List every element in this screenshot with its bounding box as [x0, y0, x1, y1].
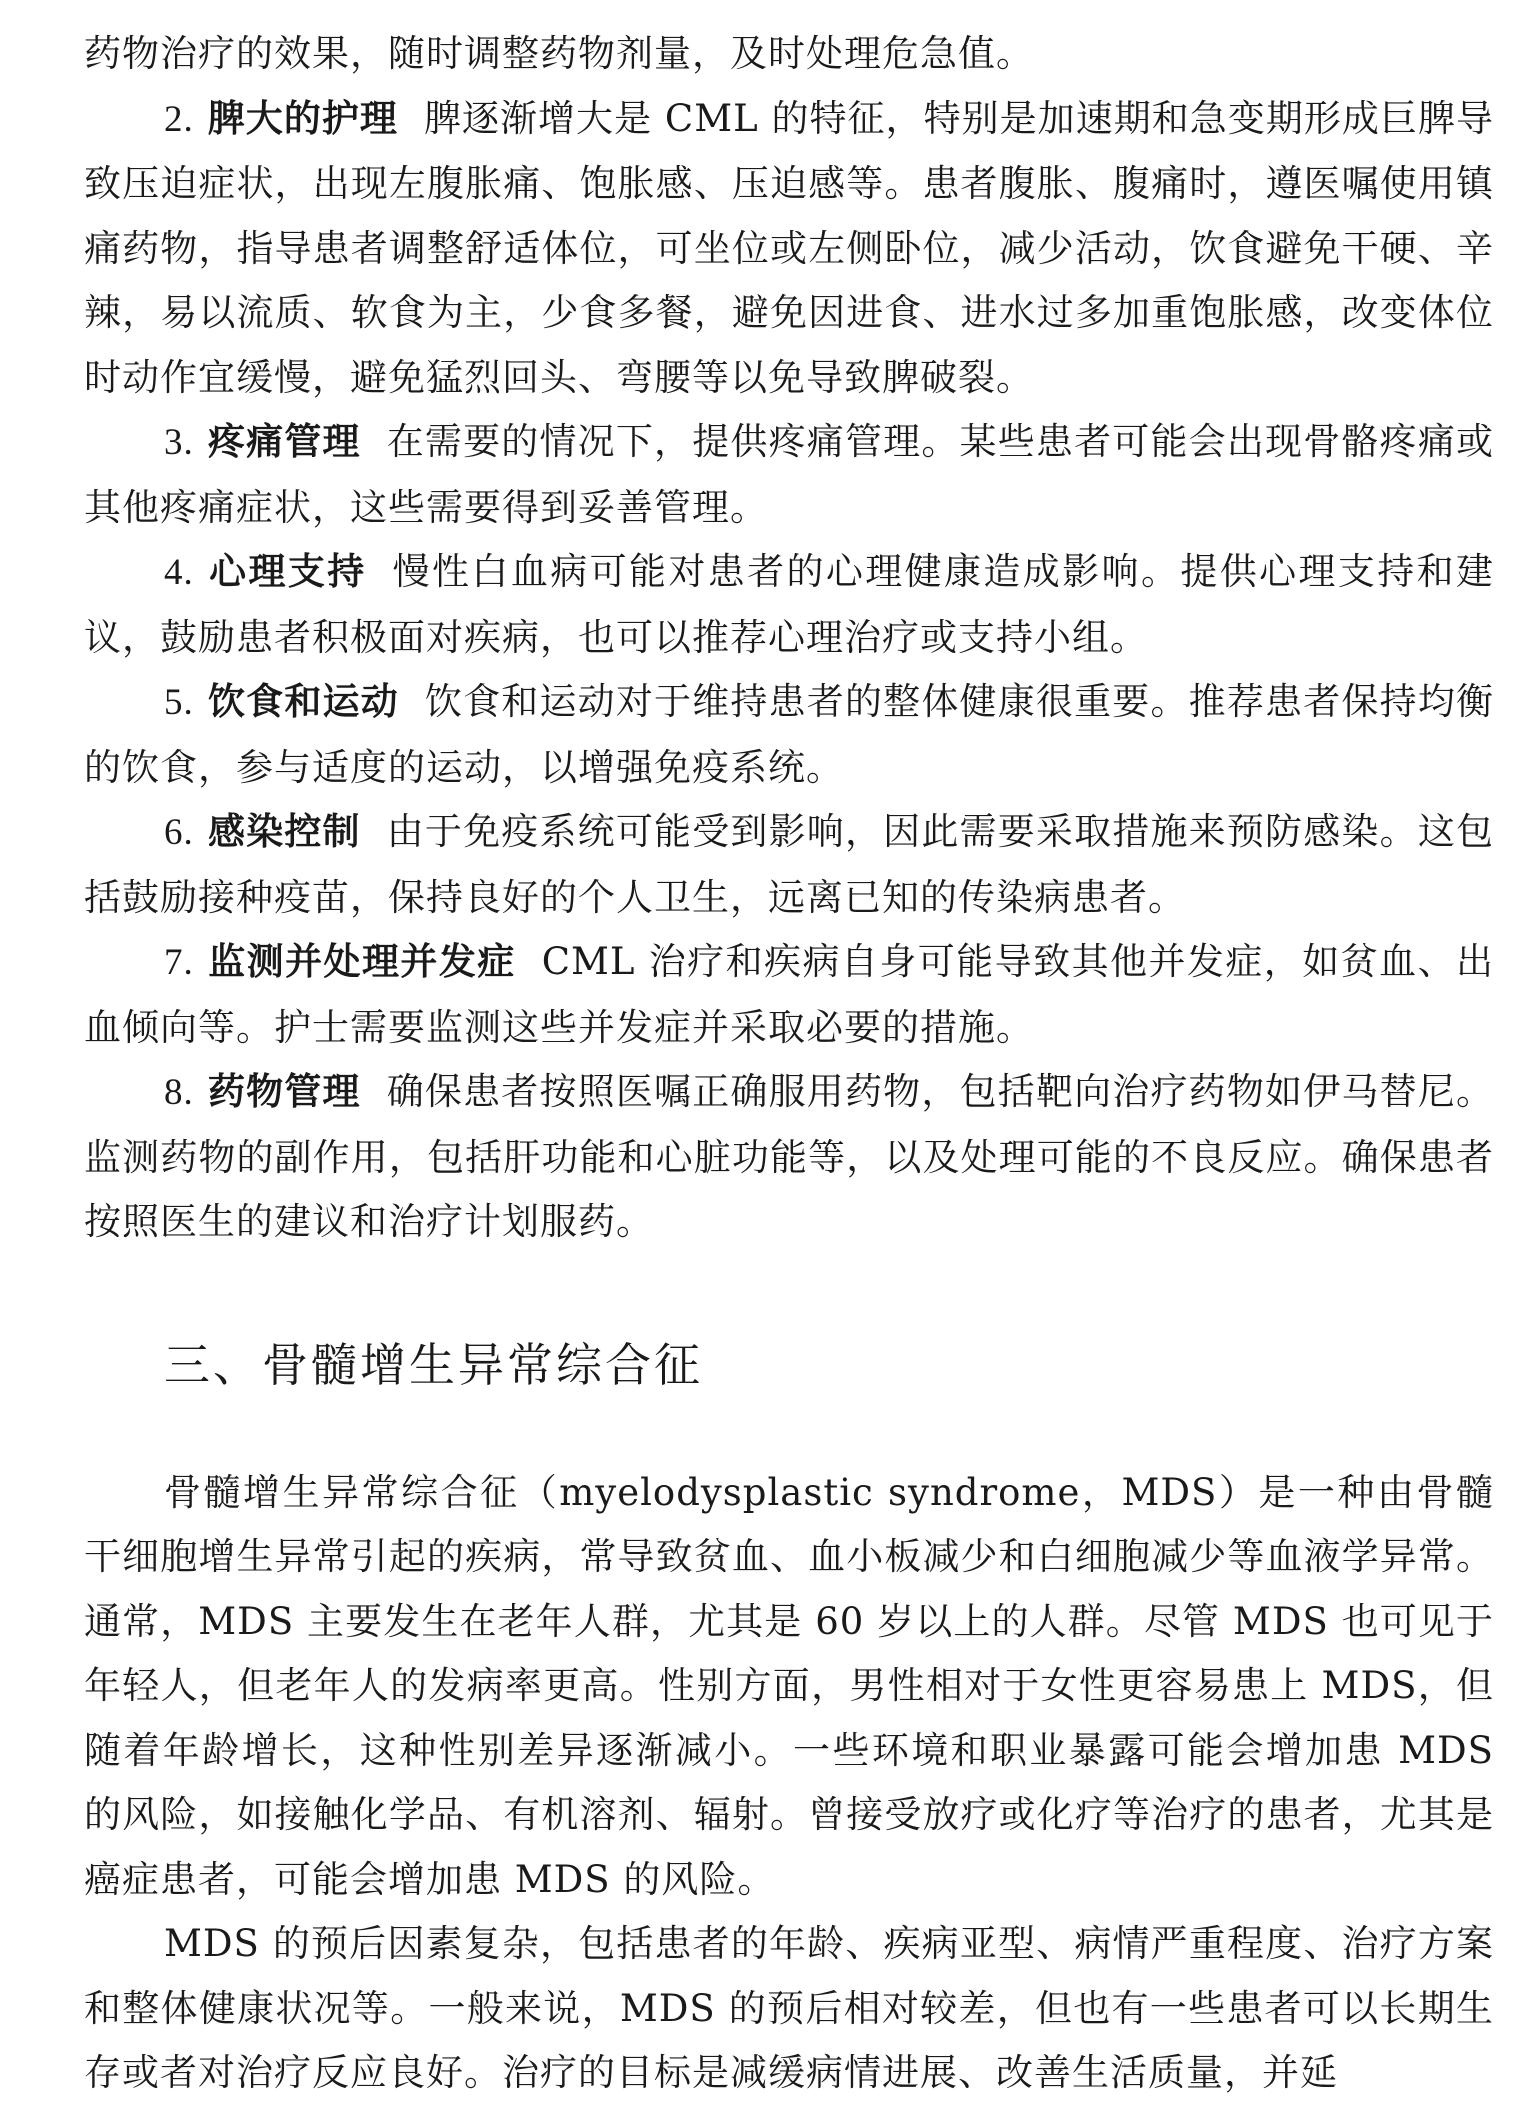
item-title: 饮食和运动	[207, 680, 399, 723]
item-number: 4.	[164, 552, 194, 593]
list-item-infection-control	[84, 800, 1494, 930]
item-title: 脾大的护理	[207, 96, 398, 140]
item-number: 2.	[164, 98, 194, 140]
list-item-medication-management	[84, 1060, 1494, 1255]
item-title: 心理支持	[207, 550, 367, 593]
item-text: 由于免疫系统可能受到影响，因此需要采取措施来预防感染。这包括鼓励接种疫苗，保持良好的个人卫生，远离已知的传染病患者。	[84, 810, 1495, 919]
section-spacer	[84, 1255, 1494, 1335]
item-number: 6.	[164, 812, 194, 853]
paragraph-continuation: 药物治疗的效果，随时调整药物剂量，及时处理危急值。	[84, 32, 1034, 75]
nursing-list	[84, 87, 1494, 1255]
paragraph-mds-intro: 骨髓增生异常综合征（myelodysplastic syndrome，MDS）是一种由骨髓干细胞增生异常引起的疾病，常导致贫血、血小板减少和白细胞减少等血液学异常。通常，MDS 主要发生在老年人群，尤其是 60 岁以上的人群。尽管 MDS 也可见于年轻人，但老年人的发病率更高。性别方面，男性相对于女性更容易患上 MDS，但随着年龄增长，这种性别差异逐渐减小。一些环境和职业暴露可能会增加患 MDS 的风险，如接触化学品、有机溶剂、辐射。曾接受放疗或化疗等治疗的患者，尤其是癌症患者，可能会增加患 MDS 的风险。	[84, 1470, 1494, 1901]
list-item-psychological-support	[84, 540, 1494, 670]
item-number: 8.	[164, 1072, 194, 1113]
item-number: 5.	[164, 682, 194, 723]
item-number: 3.	[164, 422, 194, 463]
list-item-diet-exercise	[84, 670, 1494, 800]
section-spacer	[84, 1395, 1494, 1461]
list-item-complications	[84, 930, 1494, 1060]
item-text: CML 治疗和疾病自身可能导致其他并发症，如贫血、出血倾向等。护士需要监测这些并发症并采取必要的措施。	[84, 940, 1494, 1049]
item-text: 确保患者按照医嘱正确服用药物，包括靶向治疗药物如伊马替尼。监测药物的副作用，包括肝功能和心脏功能等，以及处理可能的不良反应。确保患者按照医生的建议和治疗计划服药。	[84, 1070, 1495, 1243]
list-item-pain-management	[84, 410, 1494, 540]
item-title: 药物管理	[207, 1070, 361, 1113]
item-text: 饮食和运动对于维持患者的整体健康很重要。推荐患者保持均衡的饮食，参与适度的运动，以增强免疫系统。	[84, 680, 1495, 789]
item-title: 监测并处理并发症	[207, 940, 516, 983]
item-text: 脾逐渐增大是 CML 的特征，特别是加速期和急变期形成巨脾导致压迫症状，出现左腹胀痛、饱胀感、压迫感等。患者腹胀、腹痛时，遵医嘱使用镇痛药物，指导患者调整舒适体位，可坐位或左侧卧位，减少活动，饮食避免干硬、辛辣，易以流质、软食为主，少食多餐，避免因进食、进水过多加重饱胀感，改变体位时动作宜缓慢，避免猛烈回头、弯腰等以免导致脾破裂。	[84, 96, 1494, 399]
item-text: 慢性白血病可能对患者的心理健康造成影响。提供心理支持和建议，鼓励患者积极面对疾病，也可以推荐心理治疗或支持小组。	[84, 550, 1495, 659]
paragraph-mds-prognosis: MDS 的预后因素复杂，包括患者的年龄、疾病亚型、病情严重程度、治疗方案和整体健康状况等。一般来说，MDS 的预后相对较差，但也有一些患者可以长期生存或者对治疗反应良好。治疗的目标是减缓病情进展、改善生活质量，并延	[84, 1922, 1494, 2094]
section-heading: 三、骨髓增生异常综合征	[164, 1337, 703, 1392]
document-page	[84, 22, 1494, 2106]
item-title: 疼痛管理	[207, 420, 361, 463]
list-item-spleen-care	[84, 87, 1494, 411]
item-number: 7.	[164, 942, 194, 983]
item-title: 感染控制	[207, 810, 361, 853]
item-text: 在需要的情况下，提供疼痛管理。某些患者可能会出现骨骼疼痛或其他疼痛症状，这些需要得到妥善管理。	[84, 420, 1495, 529]
